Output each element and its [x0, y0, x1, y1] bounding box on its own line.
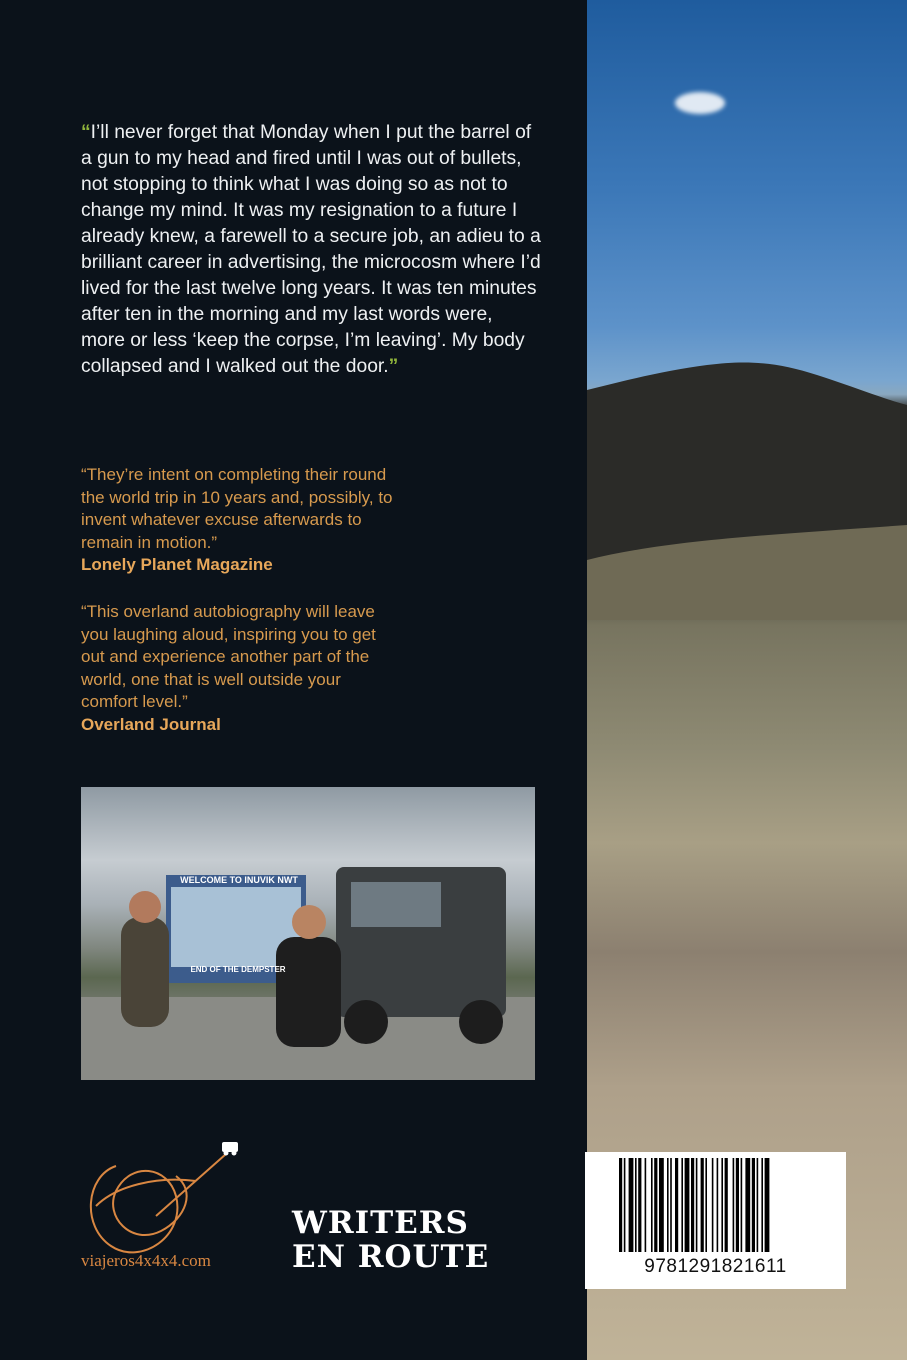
travelers-photo — [81, 787, 535, 1080]
sign-title: WELCOME TO INUVIK NWT — [180, 875, 298, 885]
main-quote — [81, 120, 541, 380]
logo-url: viajeros4x4x4.com — [81, 1251, 211, 1270]
review-text: “This overland autobiography will leave you laughing aloud, inspiring you to get out and experience another part of the world, one that is well outside your comfort level.” — [81, 602, 376, 712]
close-quote-mark: ” — [388, 356, 399, 377]
mountain-silhouette — [587, 360, 907, 620]
barcode-bars — [619, 1158, 812, 1252]
publisher-line-1: WRITERS — [292, 1205, 469, 1241]
cloud — [675, 92, 725, 114]
review-source: Lonely Planet Magazine — [81, 555, 273, 575]
main-quote-text: I’ll never forget that Monday when I put the barrel of a gun to my head and fired until I was out of bullets, not stopping to think what I was doing so as not to change my mind. It was my resignation to a future I already knew, a farewell to a secure job, an adieu to a brilliant career in advertising, the microcosm where I’d lived for the last twelve long years. It was ten minutes after ten in the morning and my last words were, more or less ‘keep the corpse, I’m leaving’. My body collapsed and I walked out the door. — [81, 122, 541, 377]
review-text: “They’re intent on completing their round the world trip in 10 years and, possibly, to invent whatever excuse afterwards to remain in motion.” — [81, 465, 393, 552]
open-quote-mark: “ — [81, 122, 91, 143]
review-source: Overland Journal — [81, 714, 221, 734]
isbn-number: 9781291821611 — [644, 1256, 787, 1277]
review-2 — [81, 601, 401, 737]
sign-bottom: END OF THE DEMPSTER — [190, 965, 286, 974]
publisher-logo — [292, 1206, 489, 1274]
publisher-line-2: EN ROUTE — [292, 1239, 490, 1275]
barcode — [585, 1152, 846, 1289]
review-1 — [81, 464, 401, 577]
